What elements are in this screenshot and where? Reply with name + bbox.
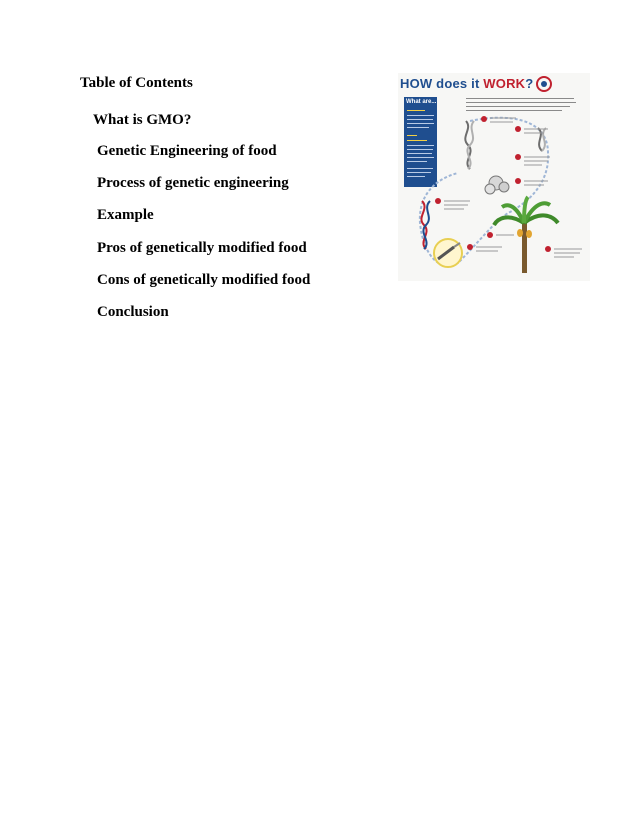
toc-item-process: Process of genetic engineering (97, 175, 289, 191)
seedling-icon (434, 239, 462, 267)
dna-helix-icon (465, 121, 474, 169)
infographic-title-suffix: ? (525, 76, 534, 91)
process-cycle-illustration (398, 73, 590, 281)
infographic-title-prefix: HOW does it (400, 76, 484, 91)
toc-item-conclusion: Conclusion (97, 304, 169, 320)
dna-helix-icon (421, 201, 430, 249)
toc-title: Table of Contents (80, 75, 193, 91)
toc-item-cons: Cons of genetically modified food (97, 272, 311, 288)
dna-helix-icon (538, 128, 546, 151)
cell-cluster-icon (485, 176, 509, 194)
toc-item-example: Example (97, 207, 154, 223)
panel-heading: What are... (406, 99, 437, 105)
toc-item-what-is-gmo: What is GMO? (93, 112, 192, 128)
toc-item-genetic-engineering: Genetic Engineering of food (97, 143, 277, 159)
toc-item-pros: Pros of genetically modified food (97, 240, 307, 256)
gear-logo-icon (537, 77, 551, 91)
gmo-infographic (398, 73, 590, 281)
infographic-title-work: WORK (483, 76, 526, 91)
